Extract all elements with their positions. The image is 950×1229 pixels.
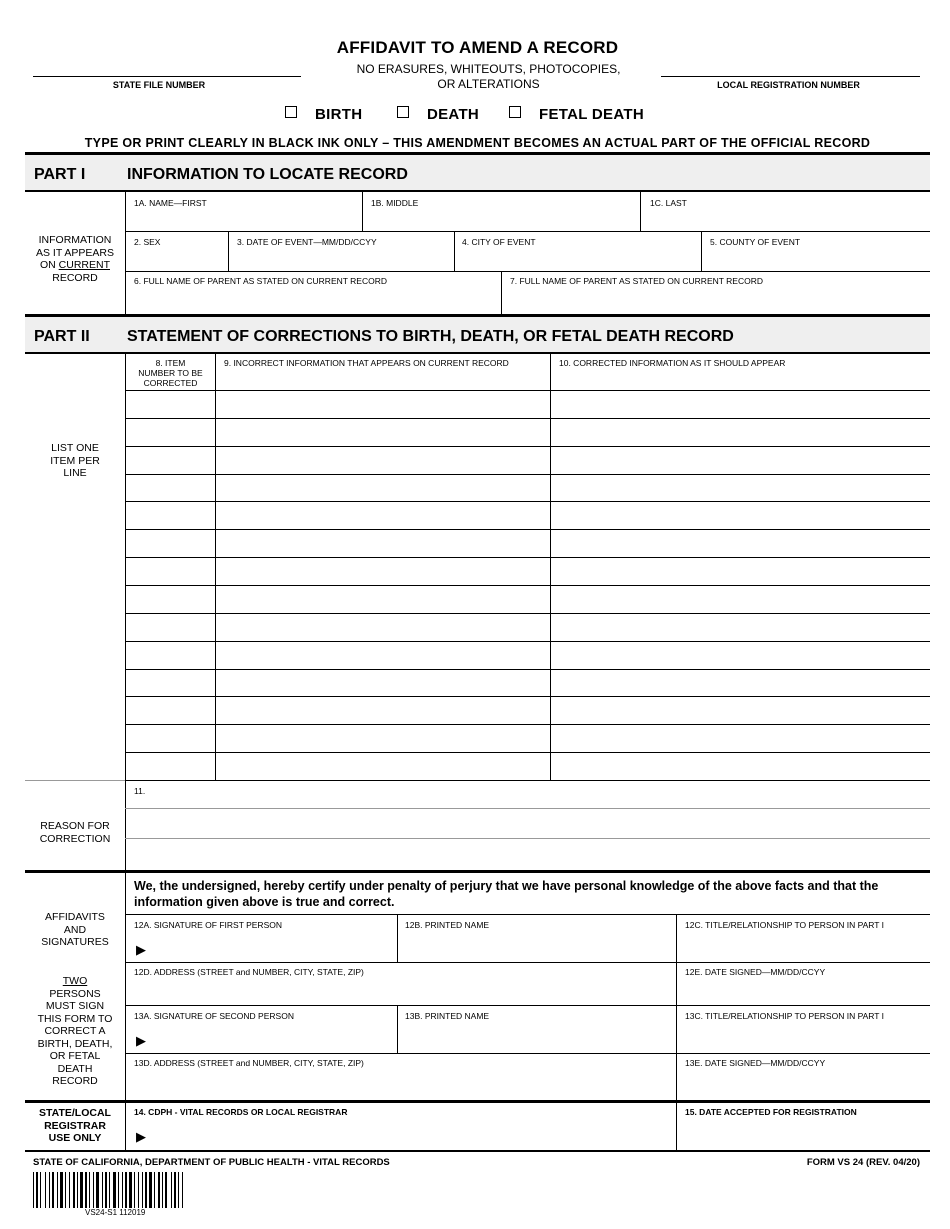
- table-row[interactable]: [125, 474, 930, 475]
- table-row[interactable]: [125, 669, 930, 670]
- field-13c-title-relationship[interactable]: 13C. TITLE/RELATIONSHIP TO PERSON IN PART I: [685, 1011, 885, 1021]
- part1-side-label: INFORMATION AS IT APPEARS ON CURRENT RECORD: [35, 234, 114, 284]
- field-12b-printed-name[interactable]: 12B. PRINTED NAME: [405, 920, 490, 930]
- birth-checkbox-label: BIRTH: [315, 106, 363, 123]
- field-5-county-of-event[interactable]: 5. COUNTY OF EVENT: [710, 237, 801, 247]
- birth-checkbox[interactable]: [285, 106, 297, 118]
- table-row[interactable]: [125, 418, 930, 419]
- footer-department: STATE OF CALIFORNIA, DEPARTMENT OF PUBLIC HEALTH - VITAL RECORDS: [33, 1157, 390, 1168]
- field-1a-first-name[interactable]: 1A. NAME—FIRST: [134, 198, 207, 208]
- field-14-registrar[interactable]: 14. CDPH - VITAL RECORDS OR LOCAL REGISTRAR: [134, 1107, 348, 1117]
- barcode-text: VS24-S1 112019: [85, 1208, 146, 1217]
- signature-arrow-icon: ▶: [136, 1129, 146, 1144]
- field-12e-date-signed[interactable]: 12E. DATE SIGNED—MM/DD/CCYY: [685, 967, 826, 977]
- barcode-bar: [125, 1172, 127, 1208]
- barcode-bar: [49, 1172, 50, 1208]
- table-row[interactable]: [125, 501, 930, 502]
- barcode-bar: [73, 1172, 75, 1208]
- fetal-death-checkbox-label: FETAL DEATH: [539, 106, 644, 123]
- field-1b-middle-name[interactable]: 1B. MIDDLE: [371, 198, 419, 208]
- certification-statement: We, the undersigned, hereby certify under penalty of perjury that we have personal knowledge of the above facts and that the information given above is true and correct.: [134, 879, 879, 909]
- field-13a-signature[interactable]: 13A. SIGNATURE OF SECOND PERSON: [134, 1011, 294, 1021]
- barcode-bar: [85, 1172, 87, 1208]
- table-row[interactable]: [125, 641, 930, 642]
- form-title: AFFIDAVIT TO AMEND A RECORD: [336, 38, 619, 57]
- footer-form-number: FORM VS 24 (REV. 04/20): [806, 1157, 920, 1168]
- barcode-bar: [36, 1172, 38, 1208]
- barcode-bar: [174, 1172, 176, 1208]
- barcode-bar: [65, 1172, 66, 1208]
- barcode-bar: [93, 1172, 94, 1208]
- state-file-number-label: STATE FILE NUMBER: [112, 80, 206, 90]
- barcode-bar: [154, 1172, 155, 1208]
- local-registration-number-label: LOCAL REGISTRATION NUMBER: [717, 80, 860, 90]
- two-persons-note: TWO PERSONS MUST SIGN THIS FORM TO CORRECT A BIRTH, DEATH, OR FETAL DEATH RECORD: [37, 975, 113, 1087]
- part1-title: INFORMATION TO LOCATE RECORD: [127, 166, 408, 183]
- barcode-graphic: [33, 1172, 256, 1208]
- part2-title: STATEMENT OF CORRECTIONS TO BIRTH, DEATH, OR FETAL DEATH RECORD: [127, 328, 734, 345]
- col8-header: 8. ITEM NUMBER TO BE CORRECTED: [138, 358, 203, 388]
- table-row[interactable]: [125, 529, 930, 530]
- reason-side-label: REASON FOR CORRECTION: [39, 820, 111, 845]
- barcode-bar: [45, 1172, 46, 1208]
- barcode-bar: [122, 1172, 123, 1208]
- signature-arrow-icon: ▶: [136, 1033, 146, 1048]
- field-6-parent-name[interactable]: 6. FULL NAME OF PARENT AS STATED ON CURRENT RECORD: [134, 276, 387, 286]
- barcode-bar: [80, 1172, 83, 1208]
- barcode-bar: [33, 1172, 34, 1208]
- form-subtitle-line2: OR ALTERATIONS: [437, 77, 540, 91]
- barcode-bar: [129, 1172, 132, 1208]
- barcode-bar: [96, 1172, 99, 1208]
- barcode-bar: [182, 1172, 183, 1208]
- field-11-reason[interactable]: 11.: [134, 786, 146, 796]
- form-subtitle-line1: NO ERASURES, WHITEOUTS, PHOTOCOPIES,: [356, 62, 621, 76]
- barcode-bar: [57, 1172, 58, 1208]
- barcode-bar: [52, 1172, 54, 1208]
- part1-header: [25, 152, 930, 190]
- field-12c-title-relationship[interactable]: 12C. TITLE/RELATIONSHIP TO PERSON IN PART I: [685, 920, 885, 930]
- field-13b-printed-name[interactable]: 13B. PRINTED NAME: [405, 1011, 490, 1021]
- death-checkbox[interactable]: [397, 106, 409, 118]
- table-row[interactable]: [125, 557, 930, 558]
- field-12a-signature[interactable]: 12A. SIGNATURE OF FIRST PERSON: [134, 920, 282, 930]
- table-row[interactable]: [125, 724, 930, 725]
- barcode-bar: [69, 1172, 70, 1208]
- barcode-bar: [60, 1172, 63, 1208]
- fetal-death-checkbox[interactable]: [509, 106, 521, 118]
- state-file-number-line[interactable]: [33, 76, 301, 77]
- barcode: [33, 1172, 256, 1208]
- barcode-bar: [89, 1172, 90, 1208]
- table-row[interactable]: [125, 390, 930, 391]
- barcode-bar: [105, 1172, 107, 1208]
- table-row[interactable]: [125, 613, 930, 614]
- barcode-bar: [134, 1172, 135, 1208]
- field-4-city-of-event[interactable]: 4. CITY OF EVENT: [462, 237, 536, 247]
- col10-header: 10. CORRECTED INFORMATION AS IT SHOULD APPEAR: [559, 358, 786, 368]
- field-1c-last-name[interactable]: 1C. LAST: [650, 198, 687, 208]
- barcode-bar: [102, 1172, 103, 1208]
- field-7-parent-name[interactable]: 7. FULL NAME OF PARENT AS STATED ON CURRENT RECORD: [510, 276, 763, 286]
- table-row[interactable]: [125, 752, 930, 753]
- barcode-bar: [165, 1172, 167, 1208]
- part2-label: PART II: [34, 328, 90, 345]
- barcode-bar: [138, 1172, 139, 1208]
- death-checkbox-label: DEATH: [427, 106, 480, 123]
- affidavit-side-label: AFFIDAVITS AND SIGNATURES: [41, 911, 109, 948]
- barcode-bar: [149, 1172, 152, 1208]
- field-2-sex[interactable]: 2. SEX: [134, 237, 161, 247]
- field-13e-date-signed[interactable]: 13E. DATE SIGNED—MM/DD/CCYY: [685, 1058, 826, 1068]
- part2-header: [25, 314, 930, 352]
- field-15-date-accepted[interactable]: 15. DATE ACCEPTED FOR REGISTRATION: [685, 1107, 857, 1117]
- barcode-bar: [109, 1172, 110, 1208]
- table-row[interactable]: [125, 585, 930, 586]
- barcode-bar: [171, 1172, 172, 1208]
- part2-side-label: LIST ONE ITEM PER LINE: [50, 442, 100, 479]
- ink-instruction: TYPE OR PRINT CLEARLY IN BLACK INK ONLY – THIS AMENDMENT BECOMES AN ACTUAL PART OF THE OFFICIAL RECORD: [84, 136, 871, 150]
- part1-label: PART I: [34, 166, 86, 183]
- barcode-bar: [40, 1172, 41, 1208]
- registrar-side-label: STATE/LOCAL REGISTRAR USE ONLY: [39, 1107, 111, 1144]
- table-row[interactable]: [125, 446, 930, 447]
- field-12d-address[interactable]: 12D. ADDRESS (STREET and NUMBER, CITY, STATE, ZIP): [134, 967, 364, 977]
- barcode-bar: [145, 1172, 147, 1208]
- barcode-bar: [118, 1172, 119, 1208]
- field-13d-address[interactable]: 13D. ADDRESS (STREET and NUMBER, CITY, STATE, ZIP): [134, 1058, 364, 1068]
- barcode-bar: [158, 1172, 160, 1208]
- field-3-date-of-event[interactable]: 3. DATE OF EVENT—MM/DD/CCYY: [237, 237, 377, 247]
- barcode-bar: [142, 1172, 143, 1208]
- signature-arrow-icon: ▶: [136, 942, 146, 957]
- barcode-bar: [113, 1172, 116, 1208]
- col9-header: 9. INCORRECT INFORMATION THAT APPEARS ON CURRENT RECORD: [224, 358, 509, 368]
- table-row[interactable]: [125, 696, 930, 697]
- barcode-bar: [77, 1172, 78, 1208]
- local-registration-number-line[interactable]: [661, 76, 920, 77]
- barcode-bar: [178, 1172, 179, 1208]
- barcode-bar: [162, 1172, 163, 1208]
